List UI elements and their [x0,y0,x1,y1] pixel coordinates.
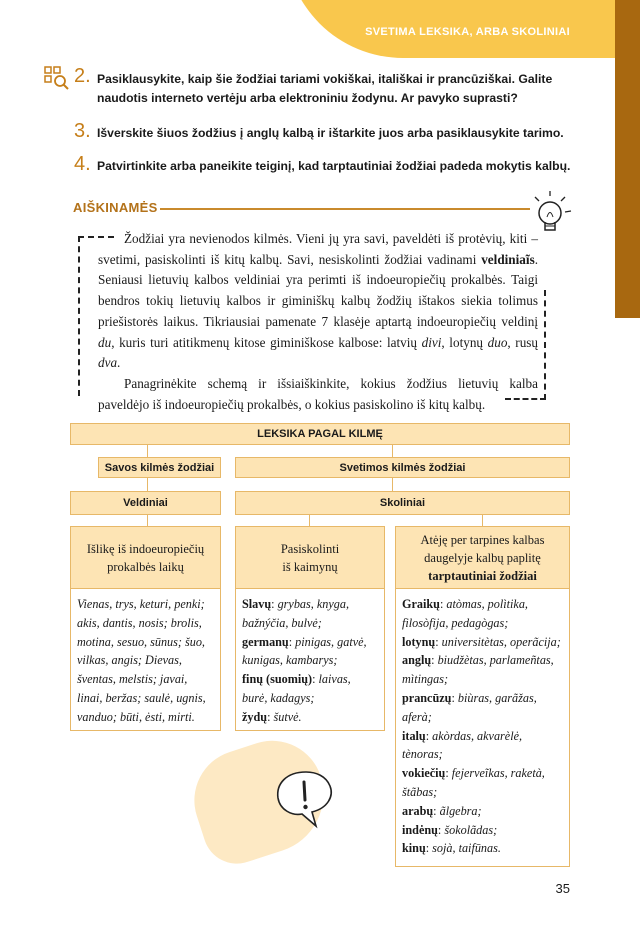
category-international-line2: tarptautiniai žodžiai [428,568,537,583]
connector [147,478,148,491]
list-item: finų (suomių): laivas, burė, kadagys; [242,672,351,705]
list-item: kinų: sojà, taifūnas. [402,841,501,856]
foreign-origin-box: Svetimos kilmės žodžiai [235,457,570,478]
list-item: lotynų: universitètas, operãcija; [402,634,561,649]
section-title: AIŠKINAMĖS [73,200,158,215]
frame-dash-right [544,290,546,400]
section-divider [160,208,530,210]
inherited-box: Veldiniai [70,491,221,515]
list-item: germanų: pinigas, gatvė, kunigas, kambarys; [242,634,367,668]
category-indoeuropean: Išlikę iš indoeuropiečių prokalbės laikų [70,526,221,589]
explanation-text [98,229,538,415]
frame-dash-left [78,236,80,396]
task-4-text: Patvirtinkite arba paneikite teiginį, kad tarptautiniai žodžiai padeda mokytis kalbų. [97,159,571,173]
category-neighbors-line2: iš kaimynų [282,559,338,574]
international-words-list [395,589,570,867]
paragraph-2: Panagrinėkite schemą ir išsiaiškinkite, kokius žodžius lietuvių kalba paveldėjo iš indoeuropiečių prokalbės, o kokius pasiskolino iš kitų kalbų. [98,375,538,412]
category-international-line1: Atėję per tarpines kalbas daugelyje kalbų paplitę [420,532,545,565]
inherited-examples: Vienas, trys, keturi, penki; akis, dantis, nosis; brolis, motina, sesuo, sūnus; šuo, vilkas, angis; Dievas, šventas, melstis; javai, linai, beržas; saulė, ugnis, vanduo; būti, ėsti, mirti. [70,589,221,731]
loans-box: Skoliniai [235,491,570,515]
list-item: žydų: šutvė. [242,709,302,724]
list-item: prancūzų: biùras, garãžas, aferà; [402,690,537,724]
connector [482,515,483,526]
list-item: Slavų: grybas, knyga, bažnýčia, bulvė; [242,597,349,630]
exclamation-bubble-icon [272,768,342,830]
list-item: anglų: biudžètas, parlameñtas, mìtingas; [402,653,554,687]
paragraph-1: Žodžiai yra nevienodos kilmės. Vieni jų yra savi, paveldėti iš protėvių, kiti – svetimi, pasiskolinti iš kitų kalbų. Savi, nesiskolinti žodžiai vadinami veldiniaĩs. Seniausi lietuvių kalbos veldiniai yra perimti iš indoeuropiečių prokalbės. Taigi bendros tokių lietuvių kalbos ir giminiškų kalbų žodžių ištakos siekia tolimus priešistorės laikus. Tikriausiai pamenate 7 klasėje aptartą indoeuropiečių veldinį du, kuris turi atitikmenų kitose giminiškose kalbose: latvių divi, lotynų duo, rusų dva. [98,231,539,371]
category-neighbors [235,526,385,589]
category-international [395,526,570,589]
task-number-4: 4. [74,153,91,175]
task-number-3: 3. [74,120,91,142]
list-item: arabų: ãlgebra; [402,803,482,818]
search-qr-icon [44,66,70,90]
own-origin-box: Savos kilmės žodžiai [98,457,221,478]
diagram-root: LEKSIKA PAGAL KILMĘ [70,423,570,445]
list-item: italų: akòrdas, akvarèlė, tènoras; [402,728,523,762]
list-item: Graikų: atòmas, polìtika, filosòfija, pedagògas; [402,597,528,630]
connector [392,478,393,491]
list-item: indėnų: šokolãdas; [402,822,498,837]
page-number: 35 [555,881,570,896]
list-item: vokiečių: fejerveĩkas, raketà, štãbas; [402,766,545,799]
category-neighbors-line1: Pasiskolinti [280,541,340,556]
connector [392,445,393,457]
chapter-title: SVETIMA LEKSIKA, ARBA SKOLINIAI [365,26,570,38]
connector [147,515,148,526]
task-number-2: 2. [74,65,91,87]
connector [147,445,148,457]
side-tab [615,0,640,318]
connector [309,515,310,526]
task-3-text: Išverskite šiuos žodžius į anglų kalbą ir ištarkite juos arba pasiklausykite tarimo. [97,126,564,140]
task-2-text: Pasiklausykite, kaip šie žodžiai tariami vokiškai, itališkai ir prancūziškai. Galite naudotis interneto vertėju arba elektroniniu žodynu. Ar pavyko suprasti? [97,72,553,105]
neighbor-loans-list [235,589,385,731]
